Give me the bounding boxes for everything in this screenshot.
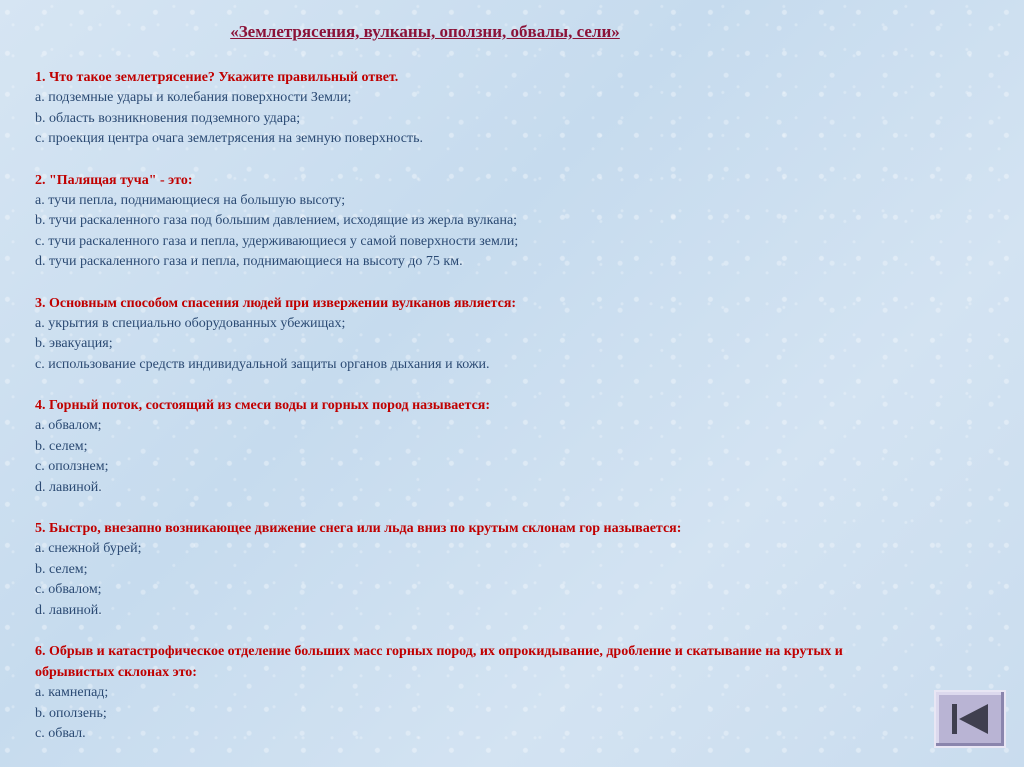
- back-to-start-button[interactable]: [934, 690, 1006, 748]
- answer-option: b. тучи раскаленного газа под большим давлением, исходящие из жерла вулкана;: [35, 213, 518, 228]
- question-list: [35, 67, 855, 745]
- slide-content: [35, 20, 855, 765]
- question-title: 1. Что такое землетрясение? Укажите правильный ответ.: [35, 70, 399, 85]
- question-title: 4. Горный поток, состоящий из смеси воды и горных пород называется:: [35, 398, 491, 413]
- answer-option: c. использование средств индивидуальной защиты органов дыхания и кожи.: [35, 356, 490, 372]
- answer-option: c. тучи раскаленного газа и пепла, удерживающиеся у самой поверхности земли;: [35, 233, 519, 249]
- question-3: [35, 293, 855, 376]
- question-5: [35, 518, 855, 621]
- answer-option: b. оползень;: [35, 705, 107, 721]
- answer-option: c. проекция центра очага землетрясения на земную поверхность.: [35, 131, 423, 146]
- question-title: 5. Быстро, внезапно возникающее движение снега или льда вниз по крутым склонам гор называется:: [35, 521, 682, 536]
- answer-option: c. обвал.: [35, 726, 86, 741]
- answer-option: a. укрытия в специально оборудованных убежищах;: [35, 315, 346, 331]
- answer-option: a. камнепад;: [35, 685, 109, 700]
- question-1: [35, 67, 855, 150]
- answer-option: c. оползнем;: [35, 459, 109, 474]
- question-2: [35, 170, 855, 273]
- answer-option: b. селем;: [35, 561, 88, 577]
- answer-option: a. подземные удары и колебания поверхности Земли;: [35, 90, 352, 105]
- answer-option: d. лавиной.: [35, 602, 102, 618]
- page-title: «Землетрясения, вулканы, оползни, обвалы, сели»: [230, 22, 620, 41]
- answer-option: d. тучи раскаленного газа и пепла, поднимающиеся на высоту до 75 км.: [35, 254, 463, 269]
- answer-option: d. лавиной.: [35, 479, 102, 495]
- answer-option: c. обвалом;: [35, 582, 102, 597]
- question-title: 3. Основным способом спасения людей при извержении вулканов является:: [35, 295, 517, 311]
- answer-option: b. область возникновения подземного удара;: [35, 110, 301, 126]
- answer-option: b. эвакуация;: [35, 336, 113, 351]
- question-6: [35, 641, 855, 745]
- answer-option: b. селем;: [35, 438, 88, 454]
- skip-to-start-icon: [948, 701, 992, 737]
- answer-option: a. тучи пепла, поднимающиеся на большую высоту;: [35, 192, 346, 208]
- question-title: 6. Обрыв и катастрофическое отделение больших масс горных пород, их опрокидывание, дробление и скатывание на крутых и обрывистых склонах это:: [35, 644, 843, 680]
- answer-option: a. обвалом;: [35, 418, 102, 433]
- answer-option: a. снежной бурей;: [35, 541, 142, 556]
- question-4: [35, 395, 855, 498]
- question-title: 2. "Палящая туча" - это:: [35, 172, 193, 188]
